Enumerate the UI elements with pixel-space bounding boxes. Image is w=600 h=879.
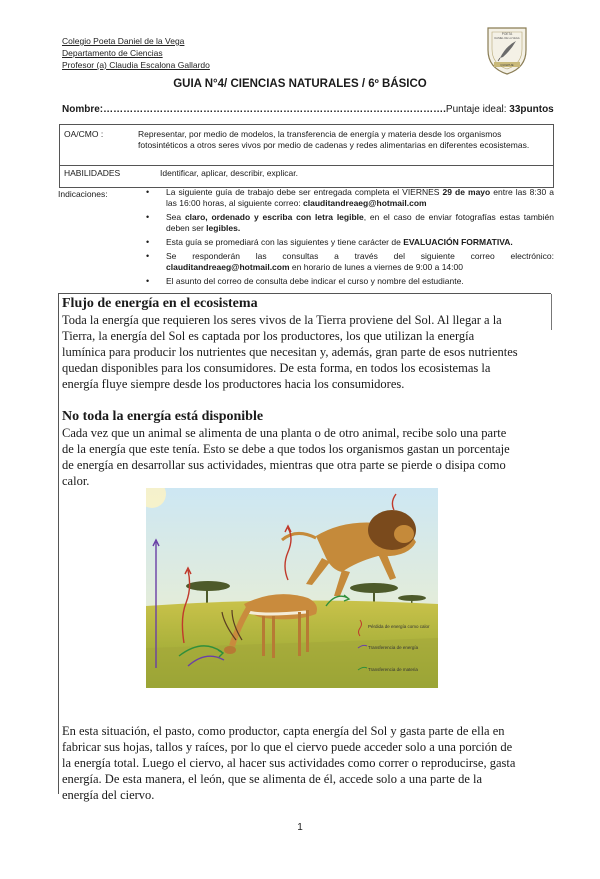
legend-energy-transfer: Transferencia de energía	[368, 645, 419, 650]
skills-key: HABILIDADES	[64, 168, 121, 178]
list-item: • Se responderán las consultas a través del siguiente correo electrónico: clauditandreaeg@hotmail.com en horario de lunes a viernes de 9:00 a 14:00	[140, 251, 554, 273]
list-item: • La siguiente guía de trabajo debe ser entregada completa el VIERNES 29 de mayo entre las 8:30 a las 16:00 horas, al siguiente correo: clauditandreaeg@hotmail.com	[140, 187, 554, 209]
indications-label: Indicaciones:	[58, 189, 108, 199]
school-logo	[484, 24, 530, 76]
score-label: Puntaje ideal:	[445, 104, 507, 115]
email-link[interactable]: clauditandreaeg@hotmail.com	[303, 198, 427, 208]
skills-value: Identificar, aplicar, describir, explicar.	[160, 168, 298, 178]
logo-text-mid: DANIEL DE LA VEGA	[494, 37, 520, 40]
email-link[interactable]: clauditandreaeg@hotmail.com	[166, 262, 290, 272]
page-title: GUIA N°4/ CIENCIAS NATURALES / 6º BÁSICO	[173, 78, 427, 90]
objectives-table	[59, 124, 554, 188]
logo-text-top: POETA	[501, 32, 513, 36]
score-value: 33puntos	[509, 104, 554, 115]
section-heading-energy-flow: Flujo de energía en el ecosistema	[62, 296, 258, 311]
section-body-energy-flow: Toda la energía que requieren los seres vivos de la Tierra proviene del Sol. Al llegar a la Tierra, la energía del Sol es captada por los productores, los que utilizan la energía lumínica para producir los nutrientes que necesitan y, además, gran parte de esos nutrientes quedan disponibles para los consumidores. De esta forma, en todos los ecosistemas la energía fluye siempre desde los productores hacia los consumidores.	[62, 313, 518, 391]
section-body-explanation: En esta situación, el pasto, como productor, capta energía del Sol y gasta parte de ella en fabricar sus hojas, tallos y raíces, por lo que el ciervo puede acceder solo a una porción de la energía total. Luego el ciervo, al hacer sus actividades como correr o reproducirse, gasta energía. De esta manera, el león, que se alimenta de él, accede solo a una parte de la energía del ciervo.	[62, 724, 516, 802]
list-item: • Esta guía se promediará con las siguientes y tiene carácter de EVALUACIÓN FORMATIVA.	[140, 237, 554, 248]
name-label: Nombre:	[62, 104, 104, 115]
section-body-energy-available: Cada vez que un animal se alimenta de una planta o de otro animal, recibe solo una parte de la energía que este tenía. Esto se debe a que todos los organismos gastan un porcentaje de energía en desarrollar sus actividades, mientras que otra parte se pierde o disipa como calor.	[62, 426, 510, 488]
section-heading-energy-available: No toda la energía está disponible	[62, 409, 264, 424]
page-number: 1	[297, 822, 303, 833]
teacher-name: Profesor (a) Claudia Escalona Gallardo	[62, 60, 210, 70]
department-name: Departamento de Ciencias	[62, 48, 163, 58]
list-item: • El asunto del correo de consulta debe indicar el curso y nombre del estudiante.	[140, 276, 554, 287]
oa-value: Representar, por medio de modelos, la transferencia de energía y materia desde los organismos fotosintéticos a otros seres vivos por medio de cadenas y redes alimentarias en diferentes ecosistemas.	[138, 129, 530, 150]
oa-row	[60, 125, 553, 166]
legend-heat-loss: Pérdida de energía como calor	[368, 624, 430, 629]
oa-key: OA/CMO :	[64, 129, 104, 139]
logo-text-bottom: QUILPUE	[500, 63, 514, 67]
list-item: • Sea claro, ordenado y escriba con letra legible, en el caso de enviar fotografías estas también deben ser legibles.	[140, 212, 554, 234]
name-dots: ………………………………………………………………………………………….	[103, 104, 446, 115]
indications-list	[140, 187, 554, 290]
energy-flow-illustration	[146, 488, 438, 688]
school-name: Colegio Poeta Daniel de la Vega	[62, 36, 185, 46]
legend-matter-transfer: Transferencia de materia	[368, 667, 418, 672]
student-name-line	[62, 104, 554, 115]
